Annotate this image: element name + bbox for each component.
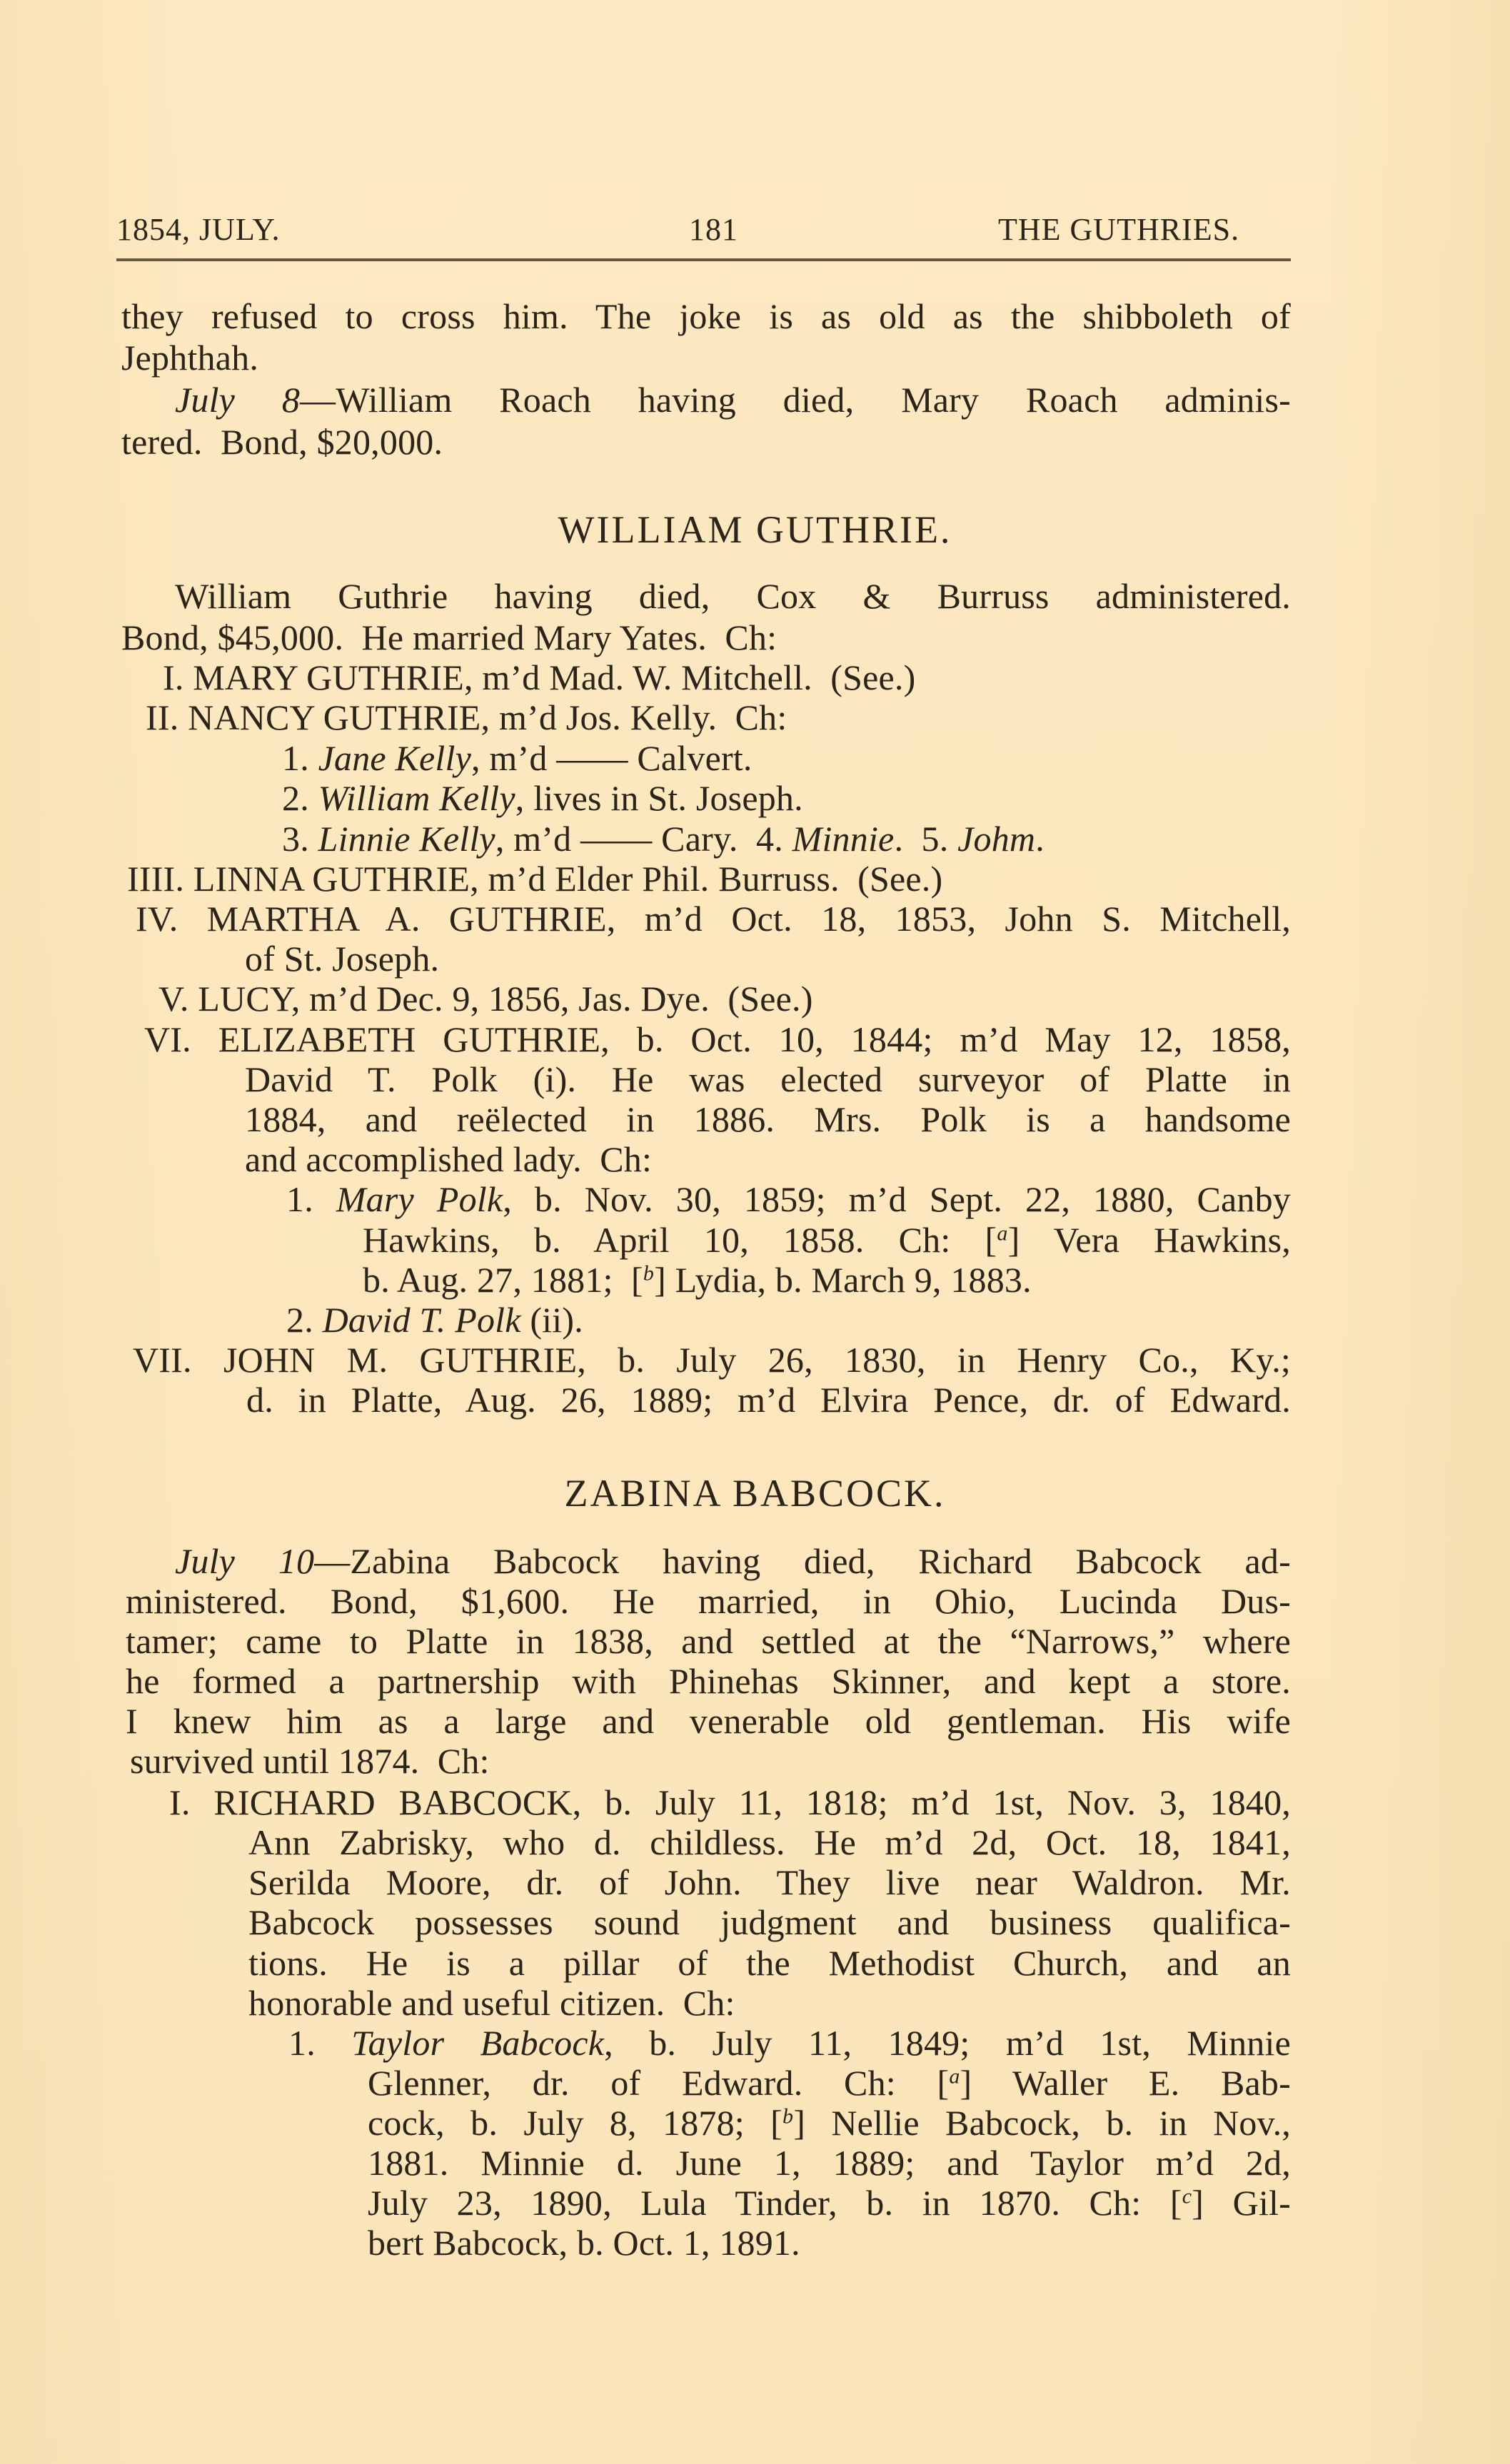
text-line [127, 861, 942, 897]
text-line [121, 424, 443, 460]
italic-name: Minnie [792, 819, 895, 859]
text-line [133, 1342, 1291, 1378]
text-run: . 5. [894, 819, 958, 859]
footnote-letter: b [782, 2104, 794, 2129]
text-run: ] Waller E. Bab- [960, 2063, 1291, 2103]
text-line [121, 298, 1291, 334]
text-run: I. MARY GUTHRIE, m’d Mad. W. Mitchell. (See.) [163, 657, 916, 697]
text-line [368, 2185, 1291, 2221]
italic-name: Jane Kelly [318, 738, 472, 778]
page-number: 181 [689, 212, 738, 247]
text-run: 1884, and reëlected in 1886. Mrs. Polk is a handsome [245, 1099, 1291, 1139]
text-run: 3. [282, 819, 318, 859]
text-line [175, 382, 1291, 418]
text-run: b. Aug. 27, 1881; [ [363, 1260, 643, 1300]
text-run: Serilda Moore, dr. of John. They live near Waldron. Mr. [248, 1862, 1291, 1902]
text-run: 1. [288, 2023, 352, 2063]
text-line [248, 1904, 1291, 1940]
text-run: Jephthah. [121, 338, 259, 378]
text-line [163, 657, 916, 697]
text-line [158, 979, 813, 1019]
text-line [144, 1021, 1291, 1057]
text-run: VII. JOHN M. GUTHRIE, b. July 26, 1830, in Henry Co., Ky.; [133, 1340, 1291, 1380]
text-line [175, 578, 1291, 614]
text-line [126, 1703, 1291, 1739]
text-line [126, 1583, 1291, 1619]
text-line [245, 939, 440, 979]
text-line [136, 899, 1291, 939]
text-run: I. RICHARD BABCOCK, b. July 11, 1818; m’d 1st, Nov. 3, 1840, [169, 1782, 1291, 1822]
text-run: tamer; came to Platte in 1838, and settled at the “Narrows,” where [126, 1621, 1291, 1661]
text-run: Ann Zabrisky, who d. childless. He m’d 2d, Oct. 18, 1841, [248, 1822, 1291, 1862]
text-run: , m’d —— Cary. 4. [495, 819, 792, 859]
footnote-letter: b [643, 1261, 655, 1286]
text-run: d. in Platte, Aug. 26, 1889; m’d Elvira Pence, dr. of Edward. [246, 1380, 1291, 1420]
text-run: July 23, 1890, Lula Tinder, b. in 1870. Ch: [ [368, 2183, 1182, 2223]
italic-name: David T. Polk [322, 1300, 521, 1340]
text-line [146, 697, 787, 737]
text-run: , b. July 11, 1849; m’d 1st, Minnie [604, 2023, 1291, 2063]
text-line [286, 1302, 583, 1338]
italic-name: Mary Polk [336, 1179, 503, 1219]
text-run: survived until 1874. Ch: [130, 1741, 490, 1781]
header-rule [116, 258, 1291, 261]
text-run: cock, b. July 8, 1878; [ [368, 2103, 783, 2143]
text-run: they refused to cross him. The joke is as old as the shibboleth of [121, 296, 1291, 336]
text-run: V. LUCY, m’d Dec. 9, 1856, Jas. Dye. (See.) [158, 979, 813, 1019]
text-run: , m’d —— Calvert. [471, 738, 753, 778]
text-run: of St. Joseph. [245, 939, 440, 979]
text-run: and accomplished lady. Ch: [245, 1139, 653, 1179]
text-run: David T. Polk (i). He was elected surveyor of Platte in [245, 1059, 1291, 1099]
italic-name: July 10 [175, 1541, 315, 1581]
header-date: 1854, JULY. [116, 212, 281, 247]
text-run: 2. [282, 778, 318, 818]
text-run: Babcock possesses sound judgment and business qualifica- [248, 1902, 1291, 1942]
text-line [286, 1181, 1291, 1217]
section-heading-william-guthrie: WILLIAM GUTHRIE. [558, 508, 952, 551]
section-heading-zabina-babcock: ZABINA BABCOCK. [564, 1472, 946, 1515]
text-line [368, 2145, 1291, 2181]
text-run: Bond, $45,000. He married Mary Yates. Ch: [121, 617, 777, 657]
text-run: Hawkins, b. April 10, 1858. Ch: [ [363, 1220, 997, 1260]
text-run: IIII. LINNA GUTHRIE, m’d Elder Phil. Burruss. (See.) [127, 859, 943, 899]
text-run: —William Roach having died, Mary Roach adminis- [300, 380, 1291, 420]
header-title: THE GUTHRIES. [998, 212, 1240, 247]
text-run: ] Nellie Babcock, b. in Nov., [793, 2103, 1291, 2143]
text-line [282, 740, 753, 776]
text-line [368, 2225, 800, 2261]
text-run: bert Babcock, b. Oct. 1, 1891. [368, 2223, 800, 2263]
text-line [363, 1222, 1291, 1258]
text-line [248, 1824, 1291, 1860]
text-line [248, 1864, 1291, 1900]
text-run: 1881. Minnie d. June 1, 1889; and Taylor m’d 2d, [368, 2143, 1291, 2183]
footnote-letter: a [949, 2064, 960, 2089]
text-run: ministered. Bond, $1,600. He married, in Ohio, Lucinda Dus- [126, 1581, 1291, 1621]
text-run: (ii). [520, 1300, 583, 1340]
text-run: . [1035, 819, 1045, 859]
text-line [282, 780, 803, 816]
text-line [130, 1743, 490, 1779]
italic-name: Linnie Kelly [318, 819, 495, 859]
text-run: ] Lydia, b. March 9, 1883. [654, 1260, 1032, 1300]
text-run: tered. Bond, $20,000. [121, 422, 443, 462]
text-line [121, 617, 777, 657]
text-run: II. NANCY GUTHRIE, m’d Jos. Kelly. Ch: [146, 697, 787, 737]
italic-name: July 8 [175, 380, 301, 420]
text-run: tions. He is a pillar of the Methodist Church, and an [248, 1943, 1291, 1983]
text-line [363, 1262, 1032, 1298]
text-line [126, 1663, 1291, 1699]
text-run: William Guthrie having died, Cox & Burruss administered. [175, 576, 1291, 616]
text-line [288, 2025, 1291, 2061]
text-line [282, 821, 1045, 857]
text-line [248, 1985, 735, 2021]
text-line [368, 2065, 1291, 2101]
text-run: IV. MARTHA A. GUTHRIE, m’d Oct. 18, 1853, John S. Mitchell, [136, 899, 1291, 939]
text-line [245, 1101, 1291, 1137]
text-line [245, 1061, 1291, 1097]
text-run: , lives in St. Joseph. [515, 778, 803, 818]
text-run: honorable and useful citizen. Ch: [248, 1983, 735, 2023]
text-line [175, 1543, 1291, 1579]
text-line [368, 2105, 1291, 2141]
italic-name: William Kelly [318, 778, 515, 818]
text-line [246, 1382, 1291, 1418]
text-line [245, 1141, 652, 1177]
text-line [121, 338, 259, 378]
text-run: , b. Nov. 30, 1859; m’d Sept. 22, 1880, Canby [503, 1179, 1291, 1219]
text-run: VI. ELIZABETH GUTHRIE, b. Oct. 10, 1844; m’d May 12, 1858, [144, 1019, 1291, 1059]
text-run: Glenner, dr. of Edward. Ch: [ [368, 2063, 950, 2103]
text-run: he formed a partnership with Phinehas Skinner, and kept a store. [126, 1661, 1291, 1701]
text-run: 1. [282, 738, 318, 778]
text-run: ] Gil- [1192, 2183, 1291, 2223]
text-run: 1. [286, 1179, 336, 1219]
italic-name: Taylor Babcock [351, 2023, 605, 2063]
footnote-letter: a [997, 1221, 1008, 1246]
text-run: —Zabina Babcock having died, Richard Babcock ad- [314, 1541, 1291, 1581]
text-line [126, 1623, 1291, 1659]
text-line [169, 1784, 1291, 1820]
text-run: 2. [286, 1300, 323, 1340]
text-run: ] Vera Hawkins, [1007, 1220, 1291, 1260]
text-run: I knew him as a large and venerable old gentleman. His wife [126, 1701, 1291, 1741]
italic-name: Johm [957, 819, 1036, 859]
footnote-letter: c [1182, 2184, 1192, 2208]
text-line [248, 1945, 1291, 1981]
